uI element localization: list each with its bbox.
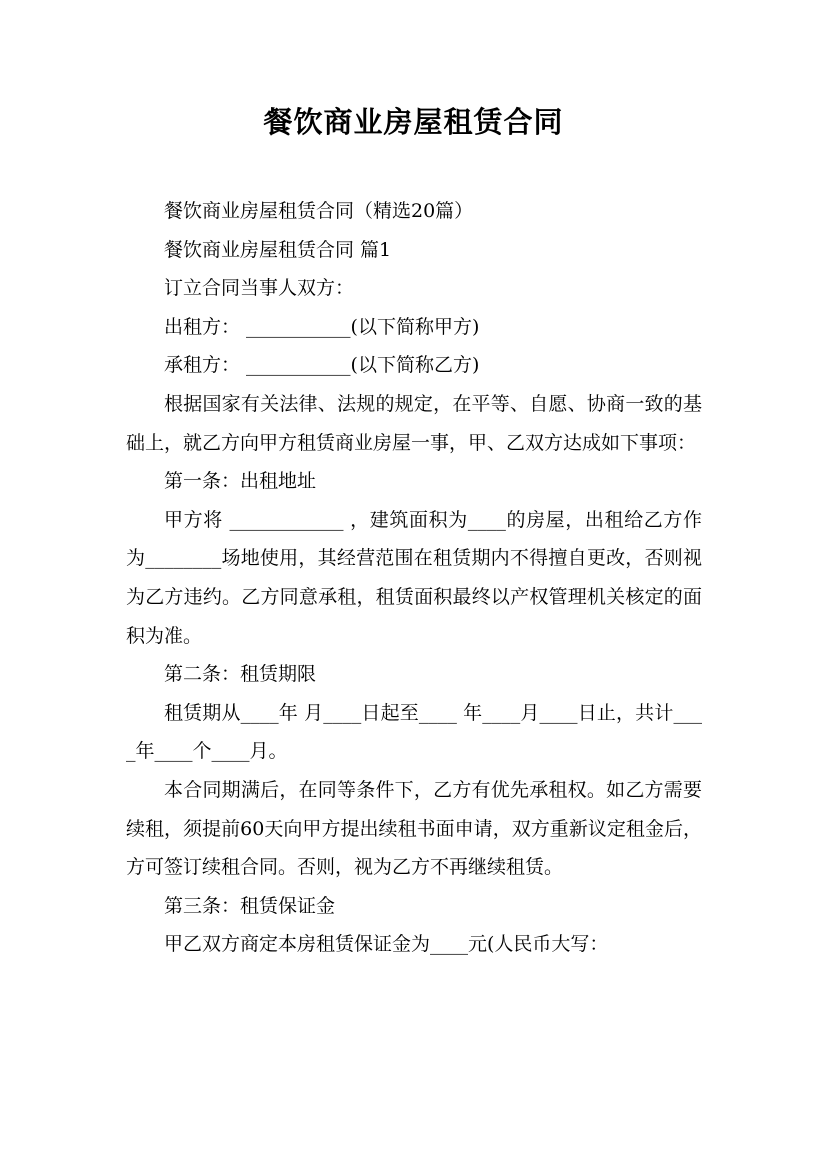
article-3-heading: 第三条：租赁保证金 (164, 894, 336, 917)
article-2-body: 租赁期从____年 月____日起至____ 年____月____日止，共计____年____个____月。 (126, 701, 702, 763)
article-1-heading: 第一条：出租地址 (164, 470, 317, 493)
paragraph-parties-intro: 订立合同当事人双方： (164, 277, 355, 300)
paragraph-lessee: 承租方： ___________(以下简称乙方) (164, 354, 480, 377)
document-body (126, 192, 702, 964)
paragraph-lessor: 出租方： ___________(以下简称甲方) (164, 315, 480, 338)
paragraph-preamble: 根据国家有关法律、法规的规定，在平等、自愿、协商一致的基础上，就乙方向甲方租赁商业房屋一事，甲、乙双方达成如下事项： (126, 392, 702, 454)
article-2-heading: 第二条：租赁期限 (164, 663, 317, 686)
paragraph-section-heading: 餐饮商业房屋租赁合同 篇1 (164, 238, 392, 261)
paragraph-subtitle: 餐饮商业房屋租赁合同（精选20篇） (164, 200, 474, 222)
article-1-body: 甲方将 ____________ ，建筑面积为____的房屋，出租给乙方作为________场地使用，其经营范围在租赁期内不得擅自更改，否则视为乙方违约。乙方同意承租，租赁面积最终以产权管理机关核定的面积为准。 (126, 508, 702, 647)
article-3-body: 甲乙双方商定本房租赁保证金为____元(人民币大写： (164, 933, 609, 956)
document-title: 餐饮商业房屋租赁合同 (263, 105, 564, 139)
article-2-renewal: 本合同期满后，在同等条件下，乙方有优先承租权。如乙方需要续租，须提前60天向甲方提出续租书面申请，双方重新议定租金后，方可签订续租合同。否则，视为乙方不再继续租赁。 (126, 778, 702, 879)
